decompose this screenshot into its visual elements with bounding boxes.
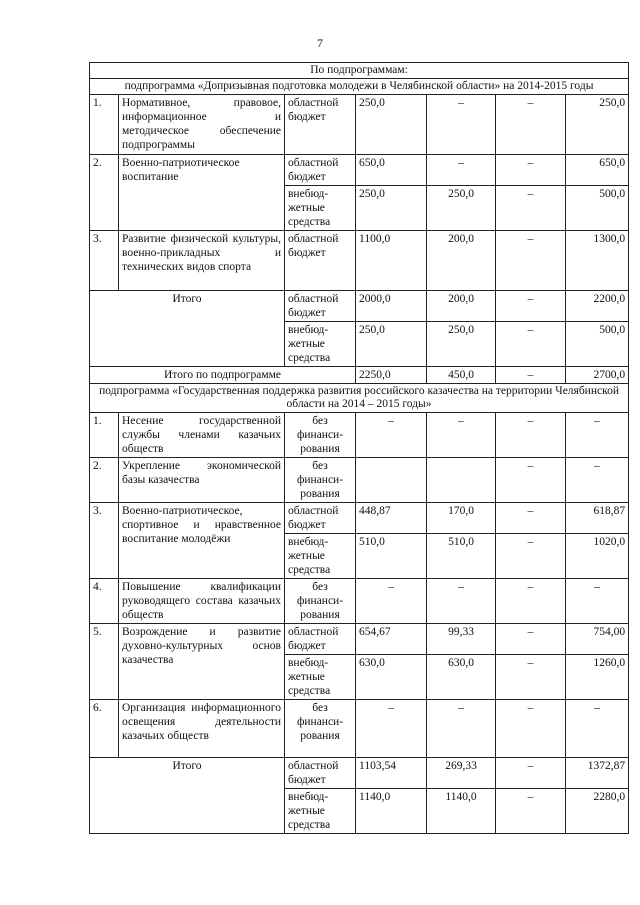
total-cell: – <box>566 413 629 458</box>
total-cell: 500,0 <box>566 322 629 367</box>
total-cell: 500,0 <box>566 186 629 231</box>
table-row <box>90 95 629 155</box>
funding-source: областной бюджет <box>285 503 356 534</box>
value-cell: 630,0 <box>356 655 427 700</box>
value-cell: 2250,0 <box>356 367 427 384</box>
value-cell: 200,0 <box>427 231 496 291</box>
value-cell <box>427 458 496 503</box>
subprogram-total-label: Итого по подпрограмме <box>90 367 356 384</box>
funding-source: без финанси-рования <box>285 413 356 458</box>
row-number: 4. <box>90 579 119 624</box>
value-cell: – <box>496 503 566 534</box>
funding-source: внебюд-жетные средства <box>285 655 356 700</box>
value-cell: – <box>427 413 496 458</box>
value-cell: – <box>496 95 566 155</box>
total-cell: – <box>566 700 629 758</box>
funding-source: областной бюджет <box>285 758 356 789</box>
total-cell: 650,0 <box>566 155 629 186</box>
activity-name: Развитие физической культуры, военно-прикладных и технических видов спорта <box>119 231 285 291</box>
value-cell: – <box>496 186 566 231</box>
total-cell: – <box>566 579 629 624</box>
row-number: 3. <box>90 503 119 579</box>
row-number: 2. <box>90 458 119 503</box>
funding-source: областной бюджет <box>285 291 356 322</box>
value-cell: 650,0 <box>356 155 427 186</box>
total-cell: 250,0 <box>566 95 629 155</box>
row-number: 1. <box>90 95 119 155</box>
itogo-label: Итого <box>90 291 285 367</box>
value-cell: – <box>496 534 566 579</box>
value-cell: 630,0 <box>427 655 496 700</box>
activity-name: Повышение квалификации руководящего состава казачьих обществ <box>119 579 285 624</box>
itogo-label: Итого <box>90 758 285 834</box>
funding-source: областной бюджет <box>285 155 356 186</box>
funding-source: областной бюджет <box>285 624 356 655</box>
row-number: 1. <box>90 413 119 458</box>
value-cell: 450,0 <box>427 367 496 384</box>
value-cell: – <box>356 700 427 758</box>
table-row <box>90 231 629 291</box>
value-cell: 654,67 <box>356 624 427 655</box>
activity-name: Несение государственной службы членами казачьих обществ <box>119 413 285 458</box>
value-cell: – <box>356 413 427 458</box>
value-cell: – <box>496 655 566 700</box>
value-cell: – <box>496 758 566 789</box>
value-cell: 250,0 <box>356 186 427 231</box>
value-cell: 510,0 <box>356 534 427 579</box>
row-number: 5. <box>90 624 119 700</box>
funding-source: без финанси-рования <box>285 700 356 758</box>
program-table <box>89 62 629 834</box>
activity-name: Укрепление экономической базы казачества <box>119 458 285 503</box>
value-cell: 250,0 <box>427 322 496 367</box>
funding-source: без финанси-рования <box>285 458 356 503</box>
activity-name: Организация информационного освещения деятельности казачьих обществ <box>119 700 285 758</box>
funding-source: внебюд-жетные средства <box>285 322 356 367</box>
value-cell: – <box>427 95 496 155</box>
value-cell: 510,0 <box>427 534 496 579</box>
funding-source: внебюд-жетные средства <box>285 186 356 231</box>
value-cell: 250,0 <box>356 95 427 155</box>
value-cell: – <box>496 155 566 186</box>
value-cell: 1103,54 <box>356 758 427 789</box>
value-cell: – <box>496 231 566 291</box>
value-cell: – <box>496 458 566 503</box>
value-cell <box>356 458 427 503</box>
value-cell: – <box>496 413 566 458</box>
row-number: 6. <box>90 700 119 758</box>
value-cell: 1140,0 <box>356 789 427 834</box>
value-cell: – <box>427 700 496 758</box>
total-cell: 2280,0 <box>566 789 629 834</box>
total-cell: 1300,0 <box>566 231 629 291</box>
table-row <box>90 503 629 534</box>
value-cell: – <box>356 579 427 624</box>
subprogram-title: подпрограмма «Допризывная подготовка молодежи в Челябинской области» на 2014-2015 годы <box>90 79 629 95</box>
total-cell: 1372,87 <box>566 758 629 789</box>
funding-source: без финанси-рования <box>285 579 356 624</box>
value-cell: – <box>427 155 496 186</box>
value-cell: – <box>496 700 566 758</box>
funding-source: внебюд-жетные средства <box>285 534 356 579</box>
total-cell: – <box>566 458 629 503</box>
value-cell: – <box>427 579 496 624</box>
value-cell: – <box>496 789 566 834</box>
value-cell: 250,0 <box>427 186 496 231</box>
value-cell: – <box>496 367 566 384</box>
total-cell: 1260,0 <box>566 655 629 700</box>
table-row <box>90 155 629 186</box>
value-cell: 170,0 <box>427 503 496 534</box>
value-cell: – <box>496 579 566 624</box>
table-row <box>90 700 629 758</box>
value-cell: 200,0 <box>427 291 496 322</box>
value-cell: 99,33 <box>427 624 496 655</box>
row-number: 3. <box>90 231 119 291</box>
page-number: 7 <box>317 36 323 50</box>
itogo-row <box>90 758 629 789</box>
activity-name: Нормативное, правовое, информационное и методическое обеспечение подпрограммы <box>119 95 285 155</box>
total-cell: 1020,0 <box>566 534 629 579</box>
total-cell: 2200,0 <box>566 291 629 322</box>
value-cell: 1100,0 <box>356 231 427 291</box>
value-cell: 448,87 <box>356 503 427 534</box>
activity-name: Возрождение и развитие духовно-культурных основ казачества <box>119 624 285 700</box>
table-row <box>90 458 629 503</box>
funding-source: областной бюджет <box>285 95 356 155</box>
value-cell: 250,0 <box>356 322 427 367</box>
value-cell: – <box>496 291 566 322</box>
value-cell: – <box>496 624 566 655</box>
subprogram-title: подпрограмма «Государственная поддержка развития российского казачества на территории Челябинской области на 2014 – 2015 годы» <box>90 384 629 413</box>
table-row <box>90 413 629 458</box>
value-cell: 269,33 <box>427 758 496 789</box>
row-number: 2. <box>90 155 119 231</box>
activity-name: Военно-патриотическое, спортивное и нравственное воспитание молодёжи <box>119 503 285 579</box>
funding-source: внебюд-жетные средства <box>285 789 356 834</box>
value-cell: – <box>496 322 566 367</box>
funding-source: областной бюджет <box>285 231 356 291</box>
section-header: По подпрограммам: <box>90 63 629 79</box>
total-cell: 754,00 <box>566 624 629 655</box>
value-cell: 1140,0 <box>427 789 496 834</box>
value-cell: 2000,0 <box>356 291 427 322</box>
itogo-row <box>90 291 629 322</box>
table-row <box>90 624 629 655</box>
total-cell: 618,87 <box>566 503 629 534</box>
activity-name: Военно-патриотическое воспитание <box>119 155 285 231</box>
table-row <box>90 579 629 624</box>
subprogram-total-row <box>90 367 629 384</box>
total-cell: 2700,0 <box>566 367 629 384</box>
